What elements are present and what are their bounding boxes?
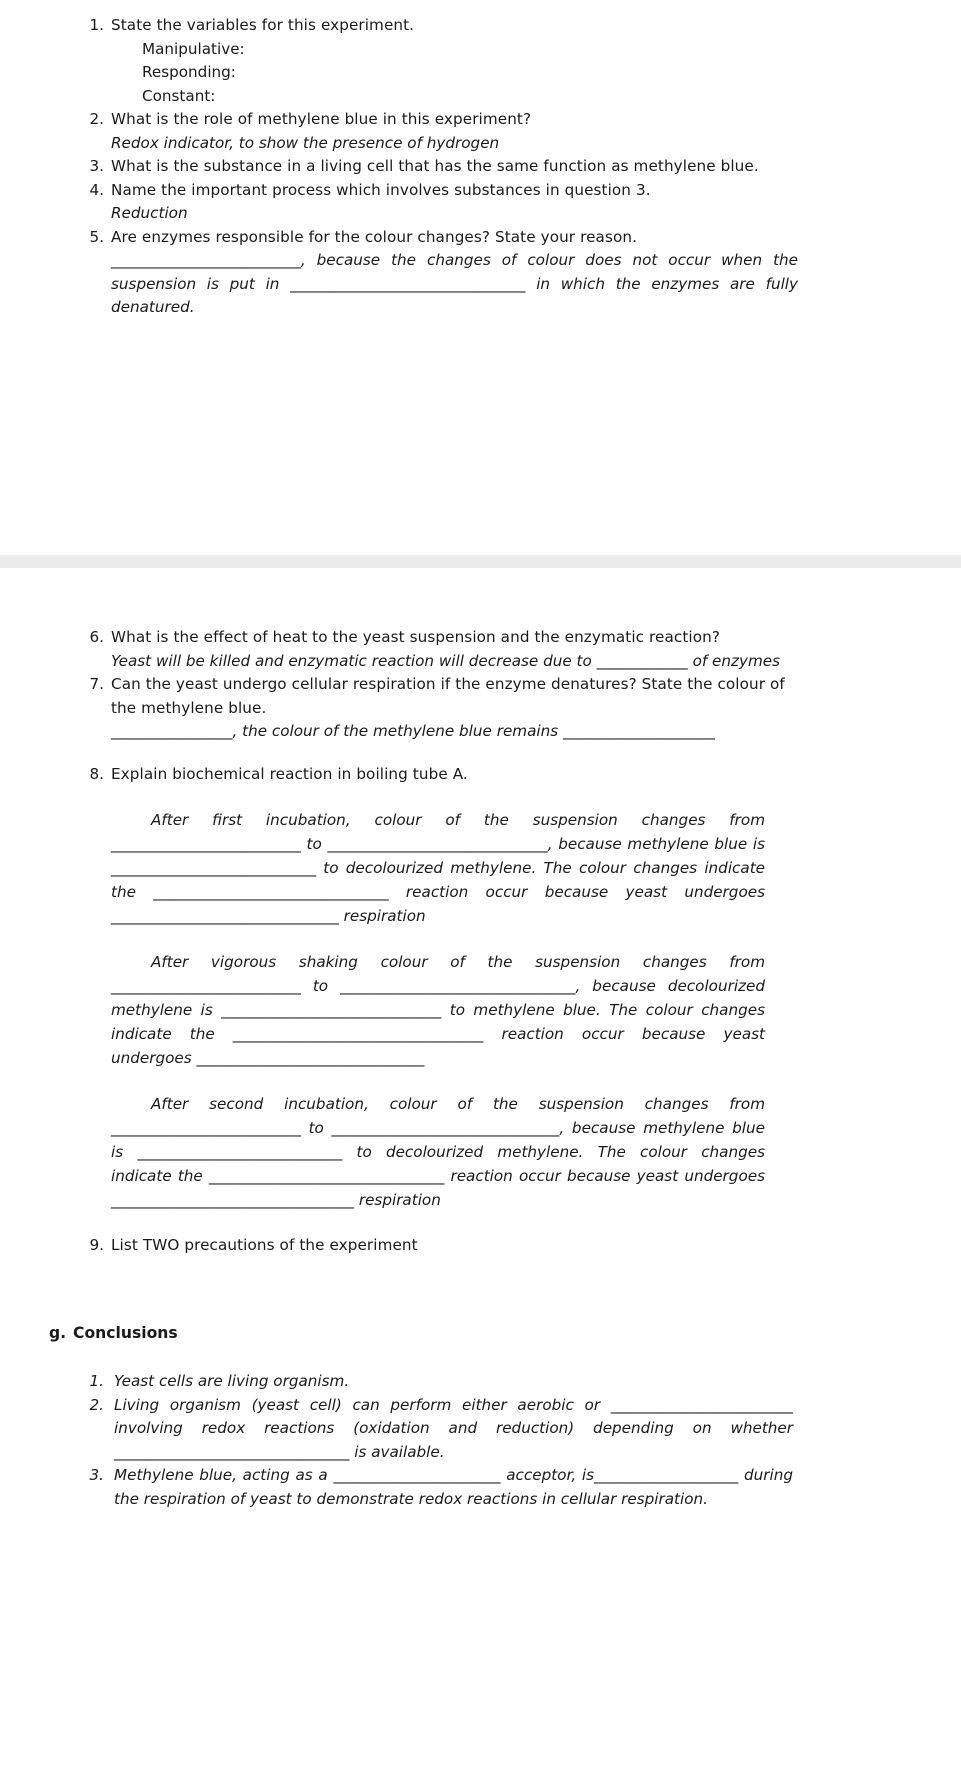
answer-paragraph-first-incubation: After first incubation, colour of the suspension changes from _________________________ to _____________________________, because methylene blue is ___________________________ to decolourized methylene. The colour changes indicate the _______________________________ reaction occur because yeast undergoes ______________________________ respiration [111,811,765,925]
answer-text: _________________________, because the changes of colour does not occur when the suspension is put in _______________________________ in which the enzymes are fully denatured. [111,251,798,316]
conclusions-label: Conclusions [73,1324,178,1342]
question-item-8 [78,763,873,1213]
question-text: Explain biochemical reaction in boiling tube A. [111,764,468,783]
conclusion-item-3 [78,1464,793,1511]
question-item-4 [78,179,873,226]
answer-text: Redox indicator, to show the presence of hydrogen [111,133,500,152]
question-number: 8. [89,764,104,783]
question-list-top [78,14,873,320]
question-number: 6. [89,628,104,646]
conclusions-section [78,1370,793,1511]
spacer [111,1070,873,1092]
question-item-7 [78,673,873,744]
question-text: Are enzymes responsible for the colour changes? State your reason. [111,227,637,246]
question-number: 9. [89,1236,104,1254]
variable-manipulative-label: Manipulative: [142,39,245,58]
questions-section-top [78,14,873,320]
conclusion-text: Methylene blue, acting as a ______________________ acceptor, is___________________ during the respiration of yeast to demonstrate redox reactions in cellular respiration. [114,1466,793,1508]
page-break-divider [0,555,961,568]
question-number: 3. [89,157,104,175]
question-number: 2. [89,110,104,128]
answer-text: ________________, the colour of the methylene blue remains ____________________ [111,722,715,740]
conclusion-item-1 [78,1370,793,1394]
conclusion-item-2 [78,1394,793,1465]
question-text: Name the important process which involves substances in question 3. [111,180,651,199]
conclusions-list [78,1370,793,1511]
answer-paragraph-second-incubation: After second incubation, colour of the suspension changes from _________________________ to ______________________________, because methylene blue is ___________________________ to decolourized methylene. The colour changes indicate the _______________________________ reaction occur because yeast undergoes ________________________________ respiration [111,1095,765,1209]
spacer [111,786,873,808]
conclusion-text: Yeast cells are living organism. [114,1372,350,1390]
conclusion-number: 3. [89,1466,104,1484]
answer-text: Reduction [111,204,188,222]
conclusion-number: 1. [89,1372,104,1390]
variable-constant-label: Constant: [142,86,216,105]
question-item-6 [78,626,873,673]
conclusions-letter: g. [49,1324,67,1342]
question-number: 5. [89,227,104,246]
question-text: Can the yeast undergo cellular respiration if the enzyme denatures? State the colour of the methylene blue. [111,675,785,717]
spacer [111,928,873,950]
question-text: What is the substance in a living cell that has the same function as methylene blue. [111,157,759,175]
conclusion-text: Living organism (yeast cell) can perform either aerobic or ________________________ involving redox reactions (oxidation and reduction) depending on whether _______________________________ is available. [114,1395,793,1461]
variable-responding-label: Responding: [142,63,236,81]
question-number: 1. [89,16,104,34]
question-text: List TWO precautions of the experiment [111,1236,418,1254]
question-item-9 [78,1234,873,1258]
question-item-3 [78,155,873,179]
question-item-2 [78,108,873,155]
conclusion-number: 2. [89,1395,104,1414]
question-number: 7. [89,675,104,693]
question-item-5 [78,226,873,320]
questions-section-bottom [78,626,873,1258]
question-text: State the variables for this experiment. [111,16,415,34]
question-item-1 [78,14,873,108]
question-list-bottom [78,626,873,1258]
conclusions-heading [49,1322,449,1344]
answer-paragraph-vigorous-shaking: After vigorous shaking colour of the suspension changes from _________________________ to _______________________________, because decolourized methylene is _____________________________ to methylene blue. The colour changes indicate the _________________________________ reaction occur because yeast undergoes ______________________________ [111,953,765,1067]
question-number: 4. [89,180,104,199]
question-text: What is the role of methylene blue in this experiment? [111,110,532,128]
answer-text: Yeast will be killed and enzymatic reaction will decrease due to ____________ of enzymes [111,651,781,670]
question-text: What is the effect of heat to the yeast suspension and the enzymatic reaction? [111,628,720,646]
